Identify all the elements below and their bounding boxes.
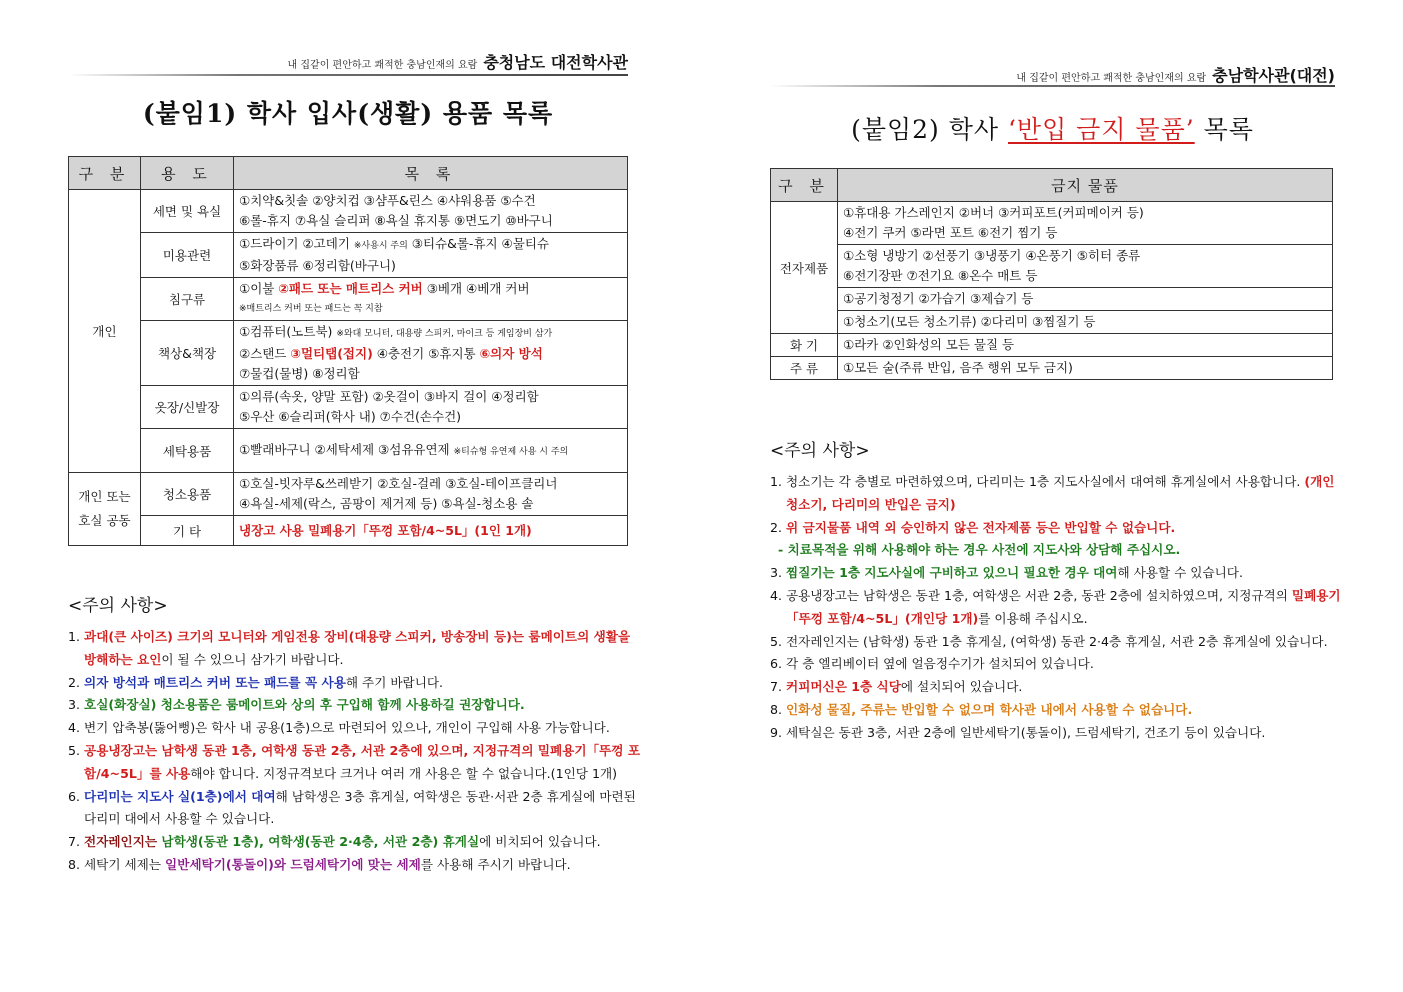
note-item: 3. 호실(화장실) 청소용품은 룸메이트와 상의 후 구입해 함께 사용하길 권장합니다. xyxy=(68,697,525,713)
note-item: 7. 전자레인지는 남학생(동관 1층), 여학생(동관 2·4층, 서관 2층) 휴게실에 비치되어 있습니다. xyxy=(68,834,601,850)
list-text: ①드라이기 ②고데기 xyxy=(239,236,354,251)
notes-title: <주의 사항> xyxy=(770,441,870,461)
note-item: 7. 커피머신은 1층 식당에 설치되어 있습니다. xyxy=(770,679,1023,695)
note-item: 2. 위 금지물품 내역 외 승인하지 않은 전자제품 등은 반입할 수 없습니다. xyxy=(770,519,1176,535)
header-items: 금지 물품 xyxy=(838,169,1333,202)
use-cell: 옷장/신발장 xyxy=(141,386,234,429)
note-item: 5. 공용냉장고는 남학생 동관 1층, 여학생 동관 2층, 서관 2층에 있으며, 지정규격의 밀폐용기「뚜껑 포함/4~5L」를 사용해야 합니다. 지정규격보다 크거나 여러 개 사용은 할 수 없습니다.(1인당 1개) xyxy=(68,742,641,781)
header-slogan: 내 집같이 편안하고 쾌적한 충남인재의 요람 xyxy=(287,60,478,71)
list-text: ①빨래바구니 ②세탁세제 ③섬유유연제 xyxy=(239,441,454,457)
table-header-row xyxy=(69,157,628,190)
list-note: ※매트리스 커버 또는 패드는 꼭 지참 xyxy=(239,304,383,314)
notes-list xyxy=(68,626,640,877)
table-row xyxy=(69,473,628,516)
note-item: 1. 청소기는 각 층별로 마련하였으며, 다리미는 1층 지도사실에서 대여해 휴게실에서 사용합니다. (개인 청소기, 다리미의 반입은 금지) xyxy=(770,474,1335,512)
header-brand: 충청남도 대전학사관 xyxy=(483,53,628,72)
table-row xyxy=(69,321,628,386)
item-line: ①모든 술(주류 반입, 음주 행위 모두 금지) xyxy=(843,360,1073,375)
item-line: ①청소기(모든 청소기류) ②다리미 ③찜질기 등 xyxy=(843,314,1096,329)
use-cell: 세탁용품 xyxy=(141,429,234,473)
header-category: 구 분 xyxy=(69,157,141,190)
table-row xyxy=(771,357,1333,380)
list-note: ※사용시 주의 xyxy=(353,241,408,251)
note-item: 6. 각 층 엘리베이터 옆에 얼음정수기가 설치되어 있습니다. xyxy=(770,656,1094,672)
list-text: ①이불 xyxy=(239,281,279,296)
item-cell xyxy=(838,334,1333,357)
table-row xyxy=(69,233,628,278)
list-line xyxy=(239,440,622,462)
note-item: 4. 변기 압축봉(뚫어뻥)은 학사 내 공용(1층)으로 마련되어 있으나, 개인이 구입해 사용 가능합니다. xyxy=(68,720,610,736)
title-highlight: ‘반입 금지 물품’ xyxy=(1007,115,1195,144)
item-line: ⑥전기장판 ⑦전기요 ⑧온수 매트 등 xyxy=(843,268,1038,283)
use-cell: 미용관련 xyxy=(141,233,234,278)
list-line: ⑤화장품류 ⑥정리함(바구니) xyxy=(239,258,396,273)
table-header-row xyxy=(771,169,1333,202)
note-item: 8. 인화성 물질, 주류는 반입할 수 없으며 학사관 내에서 사용할 수 없습니다. xyxy=(770,701,1193,717)
list-text: ③베개 ④베개 커버 xyxy=(422,281,530,296)
list-line: ④욕실-세제(락스, 곰팡이 제거제 등) ⑤욕실-청소용 솔 xyxy=(239,496,534,511)
list-line: ⑥롤-휴지 ⑦욕실 슬리퍼 ⑧욕실 휴지통 ⑨면도기 ⑩바구니 xyxy=(239,213,553,228)
group-shared: 개인 또는 호실 공동 xyxy=(69,473,141,546)
item-cell xyxy=(838,202,1333,245)
item-line: ①소형 냉방기 ②선풍기 ③냉풍기 ④온풍기 ⑤히터 종류 xyxy=(843,248,1141,263)
note-item: 3. 찜질기는 1층 지도사실에 구비하고 있으니 필요한 경우 대여해 사용할 수 있습니다. xyxy=(770,565,1243,581)
table-row xyxy=(69,190,628,233)
header-brand: 충남학사관(대전) xyxy=(1212,66,1335,85)
table-row xyxy=(69,278,628,321)
note-item: 9. 세탁실은 동관 3층, 서관 2층에 일반세탁기(통돌이), 드럼세탁기, 건조기 등이 있습니다. xyxy=(770,724,1266,740)
page-title: (붙임2) 학사 ‘반입 금지 물품’ 목록 xyxy=(851,115,1254,144)
group-electric: 전자제품 xyxy=(771,202,838,334)
table-row xyxy=(771,202,1333,245)
item-cell xyxy=(838,288,1333,311)
table-row xyxy=(69,429,628,473)
list-cell xyxy=(234,278,628,321)
table-row xyxy=(69,516,628,546)
list-line: ⑤우산 ⑥슬리퍼(학사 내) ⑦수건(손수건) xyxy=(239,409,462,424)
header-slogan: 내 집같이 편안하고 쾌적한 충남인재의 요람 xyxy=(1016,73,1207,84)
fire-label: 화 기 xyxy=(771,334,838,357)
header-rule xyxy=(770,85,1335,87)
list-text: ②스탠드 xyxy=(239,346,291,361)
list-highlight: ②패드 또는 매트리스 커버 xyxy=(278,281,423,296)
list-note: ※와대 모니터, 대용량 스피커, 마이크 등 게임장비 삼가 xyxy=(336,329,553,339)
list-cell xyxy=(234,516,628,546)
list-highlight: ⑥의자 방석 xyxy=(479,346,543,361)
list-cell xyxy=(234,190,628,233)
use-cell: 기 타 xyxy=(141,516,234,546)
use-cell: 침구류 xyxy=(141,278,234,321)
alcohol-label: 주 류 xyxy=(771,357,838,380)
note-item: 4. 공용냉장고는 남학생은 동관 1층, 여학생은 서관 2층, 동관 2층에 설치하였으며, 지정규격의 밀폐용기「뚜껑 포함/4~5L」(개인당 1개)를 이용해 주십시오. xyxy=(770,587,1341,626)
table-row xyxy=(771,311,1333,334)
table-row xyxy=(69,386,628,429)
item-line: ①공기청정기 ②가습기 ③제습기 등 xyxy=(843,291,1034,306)
table-row xyxy=(771,334,1333,357)
use-cell: 세면 및 욕실 xyxy=(141,190,234,233)
list-line: ⑦물컵(물병) ⑧정리함 xyxy=(239,366,360,381)
page-title: (붙임1) 학사 입사(생활) 용품 목록 xyxy=(142,99,554,128)
list-line: ①의류(속옷, 양말 포함) ②옷걸이 ③바지 걸이 ④정리함 xyxy=(239,389,539,404)
list-line xyxy=(239,279,622,299)
list-line xyxy=(239,234,622,256)
list-line xyxy=(239,322,622,344)
table-row xyxy=(771,245,1333,288)
header-rule xyxy=(68,74,628,76)
group-personal: 개인 xyxy=(69,190,141,473)
supplies-table xyxy=(68,156,628,546)
list-highlight: ③멀티탭(접지) xyxy=(290,346,373,361)
list-text: ③티슈&롤-휴지 ④물티슈 xyxy=(407,236,549,251)
list-cell xyxy=(234,429,628,473)
list-note: ※티슈형 유연제 사용 시 주의 xyxy=(453,446,569,457)
list-text: ④충전기 ⑤휴지통 xyxy=(372,346,480,361)
list-cell xyxy=(234,233,628,278)
list-line: ①호실-빗자루&쓰레받기 ②호실-걸레 ③호실-테이프클리너 xyxy=(239,476,558,491)
item-cell xyxy=(838,311,1333,334)
prohibited-table xyxy=(770,168,1333,380)
notes-title: <주의 사항> xyxy=(68,596,168,616)
list-text: ①컴퓨터(노트북) xyxy=(239,324,337,339)
note-item: 5. 전자레인지는 (남학생) 동관 1층 휴게실, (여학생) 동관 2·4층 휴게실, 서관 2층 휴게실에 있습니다. xyxy=(770,633,1328,649)
item-line: ①라카 ②인화성의 모든 물질 등 xyxy=(843,337,1015,352)
list-cell xyxy=(234,473,628,516)
list-line: ①치약&칫솔 ②양치컵 ③샴푸&린스 ④샤워용품 ⑤수건 xyxy=(239,193,536,208)
note-item: - 치료목적을 위해 사용해야 하는 경우 사전에 지도사와 상담해 주십시오. xyxy=(778,542,1181,558)
note-item: 8. 세탁기 세제는 일반세탁기(통돌이)와 드럼세탁기에 맞는 세제를 사용해 주시기 바랍니다. xyxy=(68,856,571,872)
list-cell xyxy=(234,386,628,429)
note-item: 2. 의자 방석과 매트리스 커버 또는 패드를 꼭 사용해 주기 바랍니다. xyxy=(68,674,444,690)
header-use: 용 도 xyxy=(141,157,234,190)
header-category: 구 분 xyxy=(771,169,838,202)
list-cell xyxy=(234,321,628,386)
header-right xyxy=(1016,63,1335,86)
item-line: ④전기 쿠커 ⑤라면 포트 ⑥전기 찜기 등 xyxy=(843,225,1058,240)
header-left xyxy=(288,50,628,73)
header-list: 목 록 xyxy=(234,157,628,190)
item-line: ①휴대용 가스레인지 ②버너 ③커피포트(커피메이커 등) xyxy=(843,205,1144,220)
item-cell xyxy=(838,357,1333,380)
item-cell xyxy=(838,245,1333,288)
use-cell: 책상&책장 xyxy=(141,321,234,386)
table-row xyxy=(771,288,1333,311)
list-highlight: 냉장고 사용 밀폐용기「뚜껑 포함/4~5L」(1인 1개) xyxy=(239,522,532,538)
notes-list xyxy=(770,471,1342,745)
note-item: 6. 다리미는 지도사 실(1층)에서 대여해 남학생은 3층 휴게실, 여학생은 동관·서관 2층 휴게실에 마련된 다리미 대에서 사용할 수 있습니다. xyxy=(68,788,636,827)
use-cell: 청소용품 xyxy=(141,473,234,516)
note-item: 1. 과대(큰 사이즈) 크기의 모니터와 게임전용 장비(대용량 스피커, 방송장비 등)는 룸메이트의 생활을 방해하는 요인이 될 수 있으니 삼가기 바랍니다. xyxy=(68,629,631,667)
list-line xyxy=(239,344,622,364)
